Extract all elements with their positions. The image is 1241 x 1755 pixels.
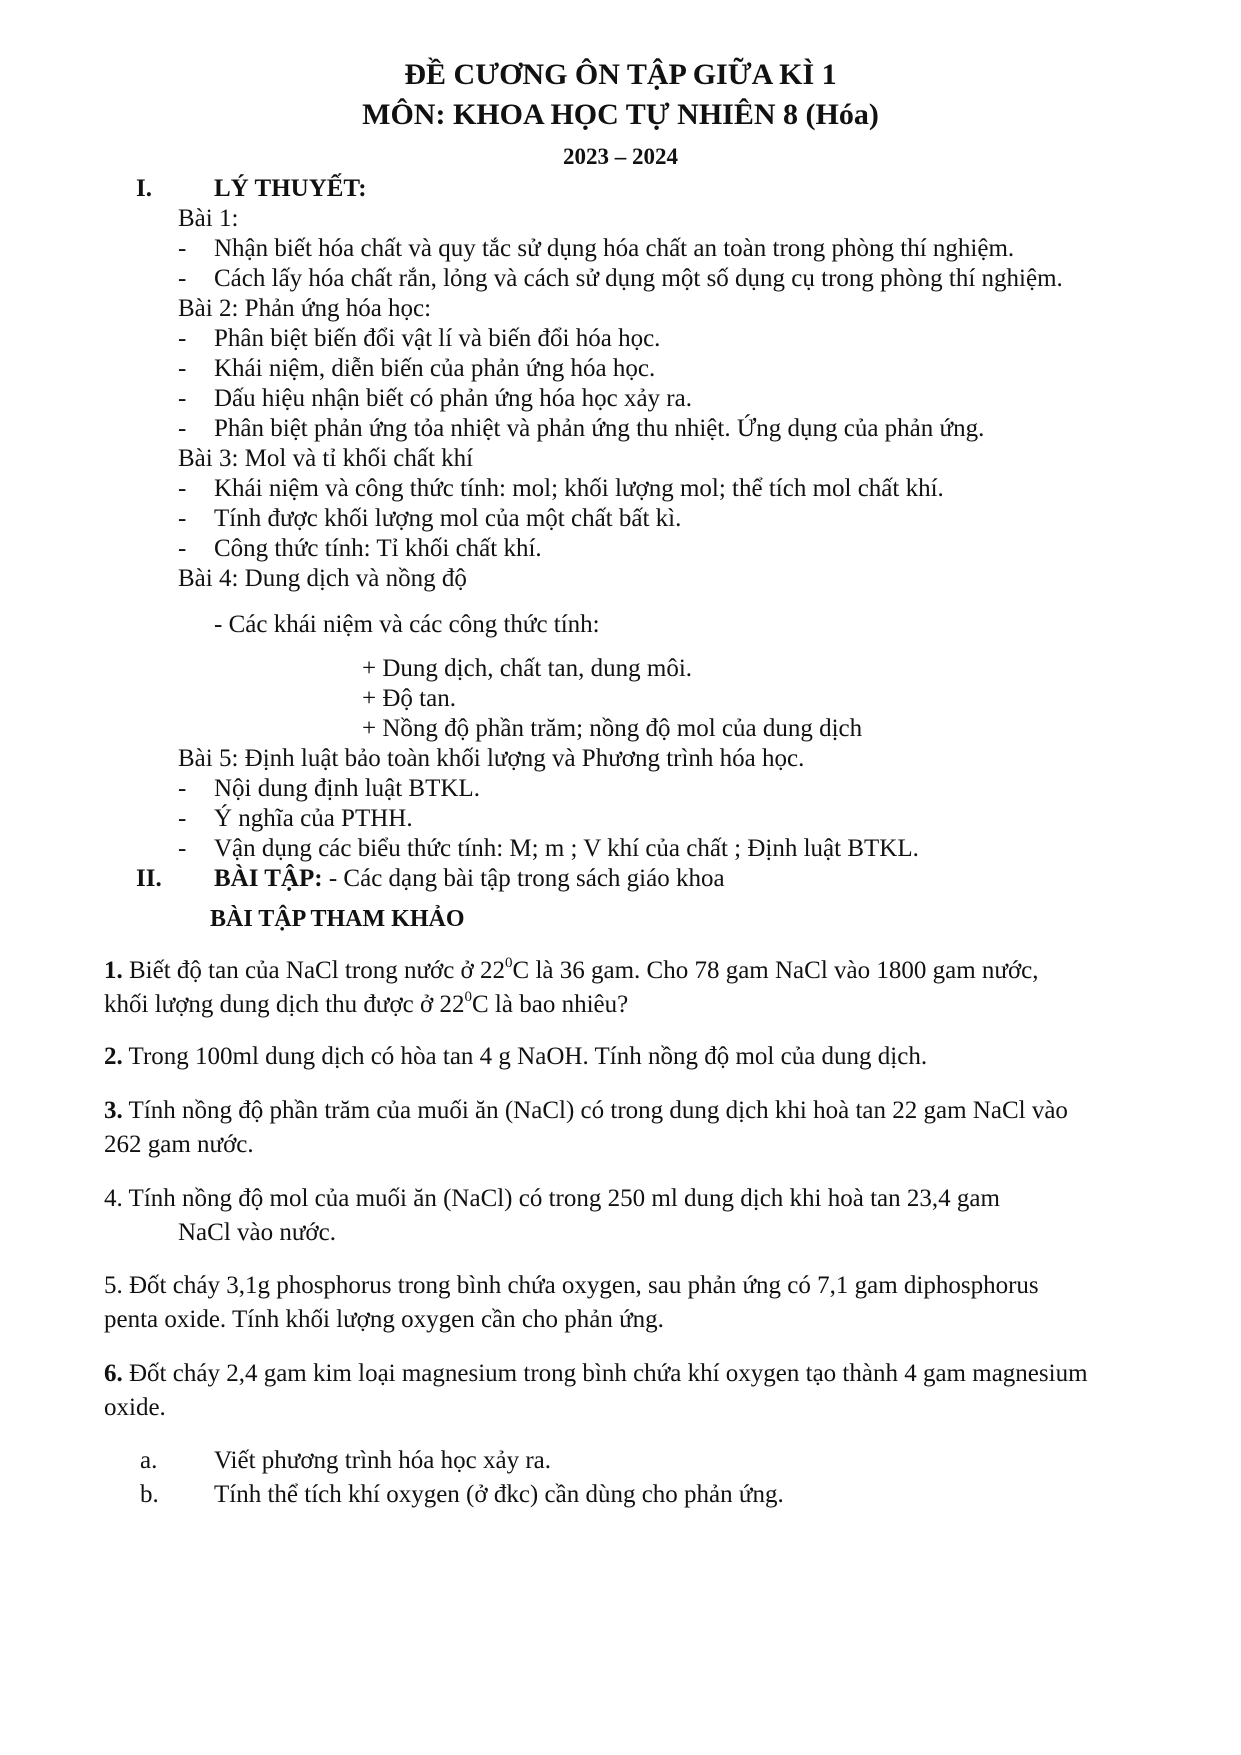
bullet-dash: - <box>178 385 187 412</box>
lesson-5-item: Vận dụng các biểu thức tính: M; m ; V khí của chất ; Định luật BTKL. <box>214 835 919 862</box>
lesson-3-item: Khái niệm và công thức tính: mol; khối lượng mol; thể tích mol chất khí. <box>214 475 944 502</box>
lesson-4-subitem: + Độ tan. <box>362 685 456 712</box>
section-2-heading <box>214 864 725 894</box>
exercise-number: 3. <box>104 1097 123 1124</box>
exercise-2: 2. Trong 100ml dung dịch có hòa tan 4 g NaOH. Tính nồng độ mol của dung dịch. <box>104 1043 928 1070</box>
exercise-4: 4. Tính nồng độ mol của muối ăn (NaCl) có trong 250 ml dung dịch khi hoà tan 23,4 gam <box>104 1185 1000 1212</box>
section-1-number: I. <box>136 175 152 202</box>
lesson-4-subitem: + Nồng độ phần trăm; nồng độ mol của dung dịch <box>362 715 863 742</box>
lesson-3-label: Bài 3: Mol và tỉ khối chất khí <box>178 445 474 472</box>
exercise-1-line-2: khối lượng dung dịch thu được ở $22^0C$ là bao nhiêu? <box>104 988 629 1018</box>
lesson-4-subitem: + Dung dịch, chất tan, dung môi. <box>362 655 693 682</box>
bullet-dash: - <box>178 415 187 442</box>
bullet-dash: - <box>178 835 187 862</box>
exercise-number: 1. <box>104 957 123 984</box>
lesson-5-item: Nội dung định luật BTKL. <box>214 775 480 802</box>
school-year: 2023 – 2024 <box>563 144 678 169</box>
lesson-1-label: Bài 1: <box>178 205 239 232</box>
lesson-3-item: Tính được khối lượng mol của một chất bất kì. <box>214 505 682 532</box>
exercise-5: 5. Đốt cháy 3,1g phosphorus trong bình chứa oxygen, sau phản ứng có 7,1 gam diphosphorus <box>104 1272 1039 1299</box>
section-2-subtitle: - Các dạng bài tập trong sách giáo khoa <box>322 865 725 892</box>
lesson-2-item: Dấu hiệu nhận biết có phản ứng hóa học xảy ra. <box>214 385 692 412</box>
section-1-title: LÝ THUYẾT: <box>214 175 367 202</box>
exercise-1: 1. Biết độ tan của NaCl trong nước ở $22^0C$ là 36 gam. Cho 78 gam NaCl vào 1800 gam nước, <box>104 954 1039 984</box>
bullet-dash: - <box>178 775 187 802</box>
bullet-dash: - <box>178 805 187 832</box>
exercise-5-line-2: penta oxide. Tính khối lượng oxygen cần cho phản ứng. <box>104 1306 664 1333</box>
bullet-dash: - <box>178 505 187 532</box>
exercise-6-line-2: oxide. <box>104 1394 166 1421</box>
exercise-3-line-2: 262 gam nước. <box>104 1131 254 1158</box>
exercise-6-b-text: Tính thể tích khí oxygen (ở đkc) cần dùng cho phản ứng. <box>214 1481 784 1508</box>
bullet-dash: - <box>178 235 187 262</box>
lesson-2-item: Phân biệt phản ứng tỏa nhiệt và phản ứng thu nhiệt. Ứng dụng của phản ứng. <box>214 415 985 442</box>
lesson-2-item: Phân biệt biến đổi vật lí và biến đổi hóa học. <box>214 325 661 352</box>
lesson-5-label: Bài 5: Định luật bảo toàn khối lượng và Phương trình hóa học. <box>178 745 805 772</box>
bullet-dash: - <box>178 265 187 292</box>
section-2-number: II. <box>136 865 162 892</box>
bullet-dash: - <box>178 535 187 562</box>
exercise-6-b-label: b. <box>140 1481 159 1508</box>
exercise-number: 6. <box>104 1360 123 1387</box>
lesson-1-item: Cách lấy hóa chất rắn, lỏng và cách sử dụng một số dụng cụ trong phòng thí nghiệm. <box>214 265 1063 292</box>
bullet-dash: - <box>178 475 187 502</box>
exercise-6: 6. Đốt cháy 2,4 gam kim loại magnesium trong bình chứa khí oxygen tạo thành 4 gam magnesium <box>104 1360 1088 1387</box>
exercise-3: 3. Tính nồng độ phần trăm của muối ăn (NaCl) có trong dung dịch khi hoà tan 22 gam NaCl vào <box>104 1097 1068 1124</box>
subject-title: MÔN: KHOA HỌC TỰ NHIÊN 8 (Hóa) <box>362 98 879 131</box>
bullet-dash: - <box>178 325 187 352</box>
lesson-4-intro: - Các khái niệm và các công thức tính: <box>214 611 600 638</box>
reference-exercises-title: BÀI TẬP THAM KHẢO <box>210 906 465 932</box>
lesson-5-item: Ý nghĩa của PTHH. <box>214 805 413 832</box>
section-2-title: BÀI TẬP: <box>214 865 323 892</box>
exercise-4-line-2: NaCl vào nước. <box>178 1219 336 1246</box>
bullet-dash: - <box>178 355 187 382</box>
lesson-3-item: Công thức tính: Tỉ khối chất khí. <box>214 535 542 562</box>
lesson-2-item: Khái niệm, diễn biến của phản ứng hóa học. <box>214 355 656 382</box>
exercise-6-a-text: Viết phương trình hóa học xảy ra. <box>214 1447 551 1474</box>
exercise-6-a-label: a. <box>140 1447 158 1474</box>
document-title: ĐỀ CƯƠNG ÔN TẬP GIỮA KÌ 1 <box>404 58 837 91</box>
lesson-1-item: Nhận biết hóa chất và quy tắc sử dụng hóa chất an toàn trong phòng thí nghiệm. <box>214 235 1015 262</box>
exercise-number: 2. <box>104 1043 123 1070</box>
lesson-2-label: Bài 2: Phản ứng hóa học: <box>178 295 432 322</box>
lesson-4-label: Bài 4: Dung dịch và nồng độ <box>178 565 467 592</box>
